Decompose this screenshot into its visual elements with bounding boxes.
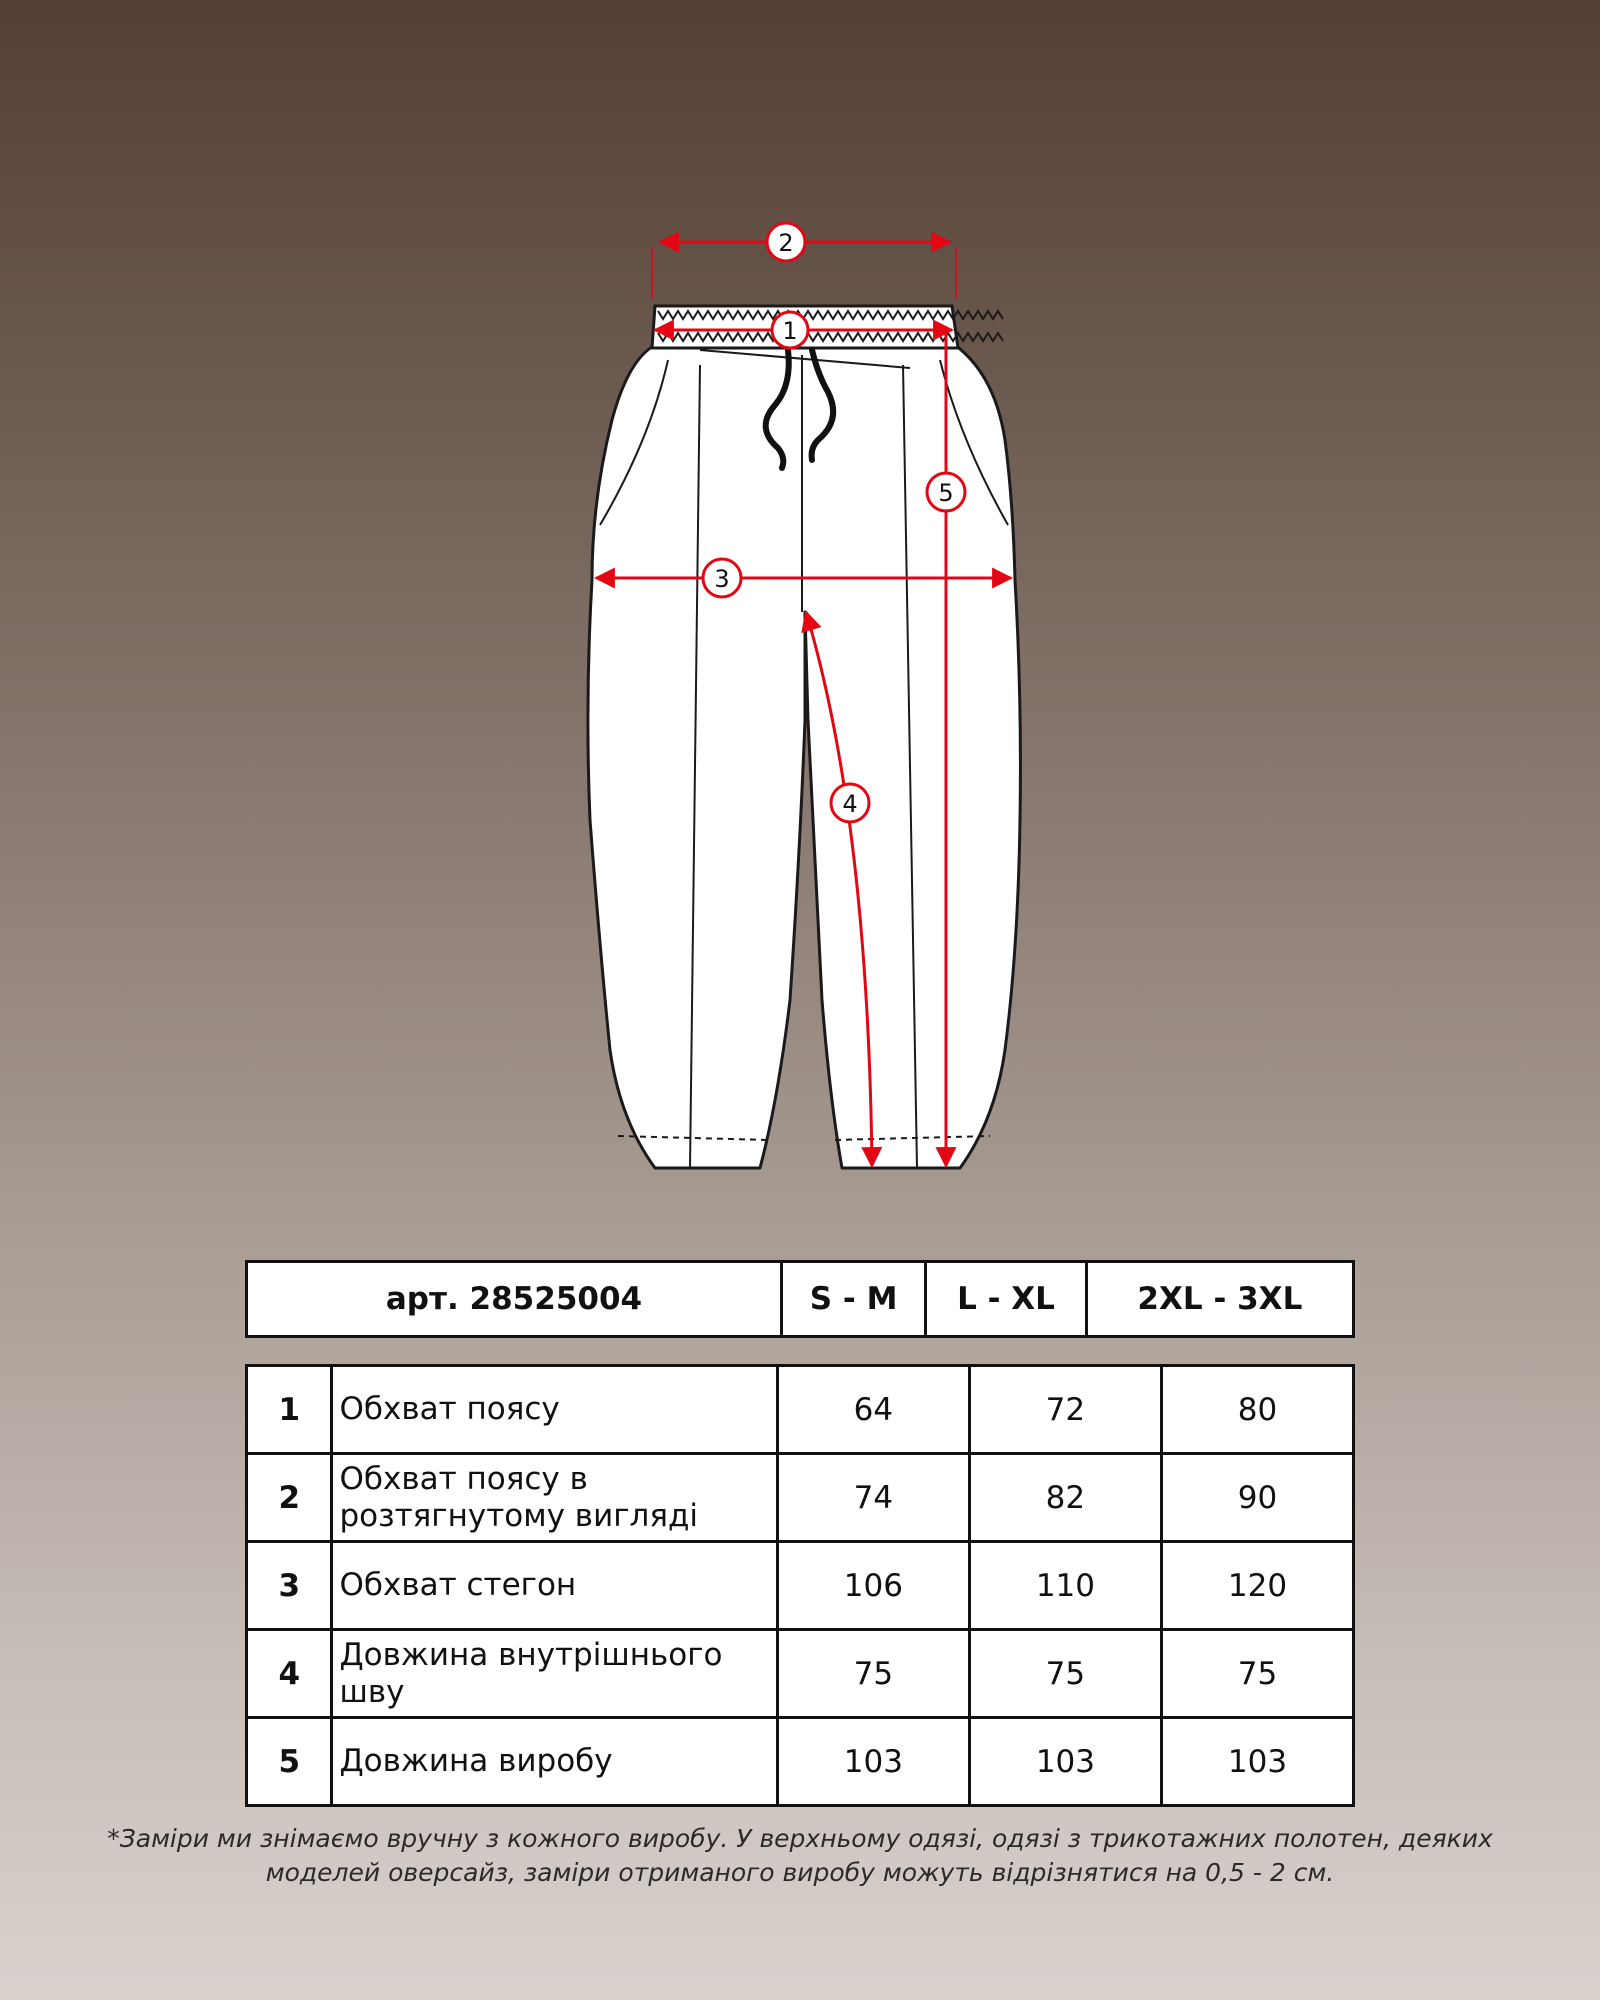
svg-text:3: 3 — [714, 565, 730, 593]
size-header-2xl-3xl: 2XL - 3XL — [1086, 1262, 1353, 1337]
callout-2 — [767, 223, 805, 261]
row-label: Довжина виробу — [332, 1718, 777, 1806]
cell-value: 103 — [969, 1718, 1161, 1806]
table-row — [247, 1718, 1354, 1806]
callout-4 — [831, 784, 869, 822]
table-row — [247, 1454, 1354, 1542]
svg-text:1: 1 — [782, 317, 798, 345]
row-number: 4 — [247, 1630, 332, 1718]
cell-value: 80 — [1161, 1366, 1353, 1454]
callout-1 — [772, 312, 808, 348]
cell-value: 74 — [777, 1454, 969, 1542]
cell-value: 90 — [1161, 1454, 1353, 1542]
cell-value: 75 — [1161, 1630, 1353, 1718]
cell-value: 75 — [969, 1630, 1161, 1718]
size-header-l-xl: L - XL — [926, 1262, 1087, 1337]
svg-text:4: 4 — [842, 790, 858, 818]
cell-value: 72 — [969, 1366, 1161, 1454]
table-row — [247, 1630, 1354, 1718]
row-number: 5 — [247, 1718, 332, 1806]
row-label: Обхват поясу в розтягнутому вигляді — [332, 1454, 777, 1542]
measurement-footnote: *Заміри ми знімаємо вручну з кожного виробу. У верхньому одязі, одязі з трикотажних полотен, деяких моделей оверсайз, заміри отриманого виробу можуть відрізнятися на 0,5 - 2 см. — [107, 1824, 1493, 1887]
size-header-table — [245, 1260, 1355, 1338]
svg-text:2: 2 — [778, 229, 794, 257]
row-label: Обхват поясу — [332, 1366, 777, 1454]
size-chart-table — [245, 1364, 1355, 1807]
article-number: арт. 28525004 — [247, 1262, 782, 1337]
cell-value: 106 — [777, 1542, 969, 1630]
size-header-s-m: S - M — [782, 1262, 926, 1337]
row-number: 1 — [247, 1366, 332, 1454]
cell-value: 103 — [777, 1718, 969, 1806]
callout-5 — [927, 473, 965, 511]
row-label: Довжина внутрішнього шву — [332, 1630, 777, 1718]
cell-value: 103 — [1161, 1718, 1353, 1806]
row-number: 2 — [247, 1454, 332, 1542]
cell-value: 64 — [777, 1366, 969, 1454]
svg-text:5: 5 — [938, 479, 954, 507]
row-number: 3 — [247, 1542, 332, 1630]
row-label: Обхват стегон — [332, 1542, 777, 1630]
cell-value: 110 — [969, 1542, 1161, 1630]
table-row — [247, 1542, 1354, 1630]
callout-3 — [703, 559, 741, 597]
table-row — [247, 1366, 1354, 1454]
cell-value: 120 — [1161, 1542, 1353, 1630]
cell-value: 82 — [969, 1454, 1161, 1542]
pants-outline — [588, 345, 1021, 1168]
cell-value: 75 — [777, 1630, 969, 1718]
